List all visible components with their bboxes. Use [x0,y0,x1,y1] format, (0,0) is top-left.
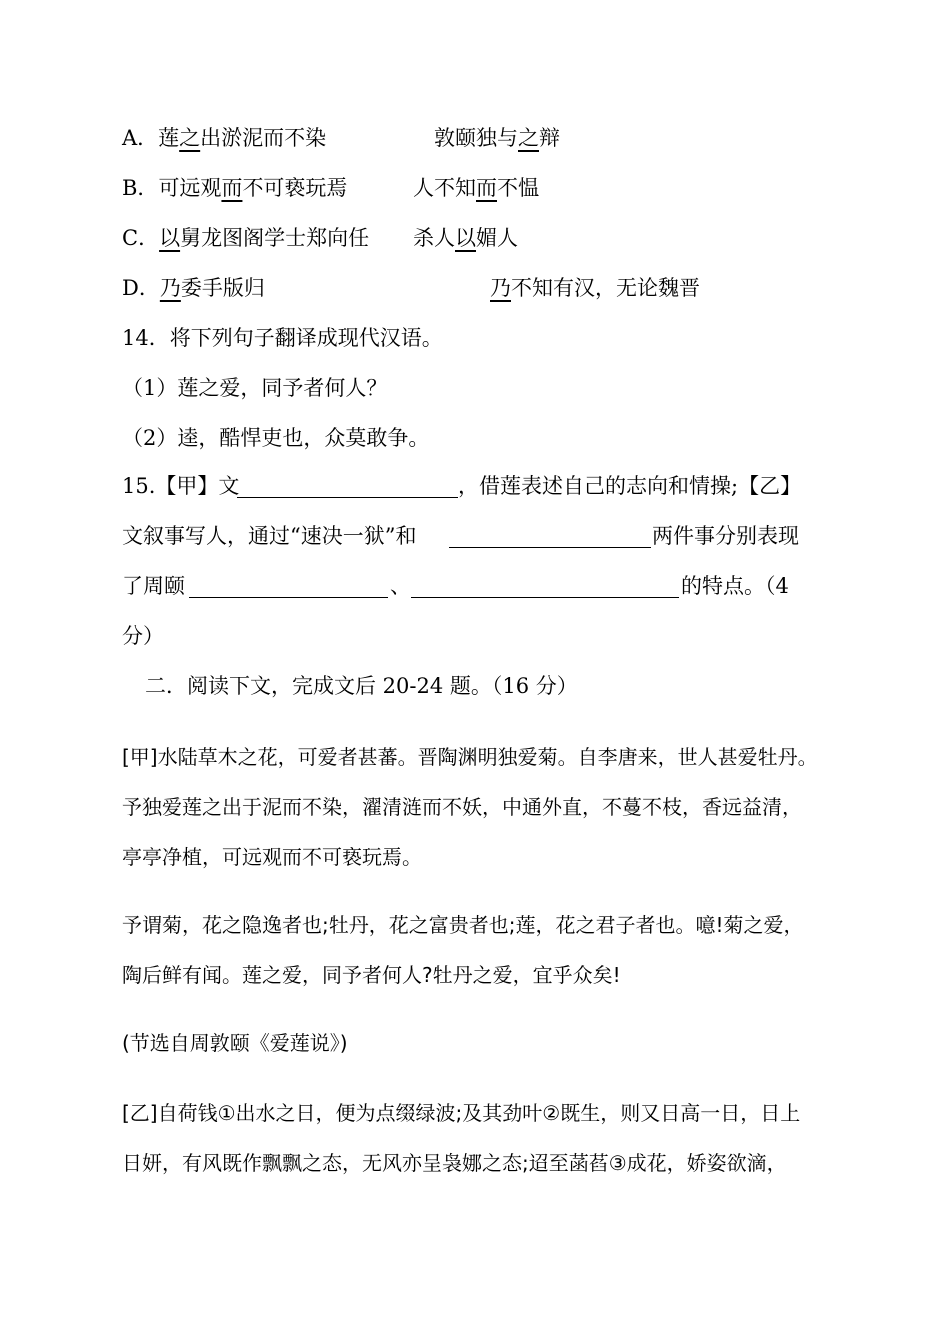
option-b-left [122,172,347,202]
question-15-text: 15.【甲】文 [122,474,240,498]
option-text: 舅龙图阁学士郑向任 [180,226,370,250]
question-14-sentence-2: （2）逵，酷悍吏也，众莫敢争。 [122,426,430,450]
question-15-text: 两件事分别表现 [652,524,799,548]
question-15-text: 、 [390,574,411,598]
option-d-left [122,272,265,302]
underlined-char: 乃 [490,276,511,300]
answer-blank[interactable] [449,547,651,548]
option-d-right [490,272,700,302]
passage-yi-line: 日妍，有风既作飘飘之态，无风亦呈袅娜之态;迢至菡萏③成花，娇姿欲滴， [122,1151,787,1175]
question-15-text: 的特点。（4 [681,574,789,598]
option-c-right [413,222,518,252]
question-15-text: 分） [122,624,164,648]
underlined-char: 之 [518,126,539,150]
passage-jia-line: 予独爱莲之出于泥而不染，濯清涟而不妖，中通外直，不蔓不枝，香远益清， [122,795,802,819]
answer-blank[interactable] [411,597,679,598]
option-label: D． [122,276,160,300]
option-a-right [434,122,560,152]
option-text: 不知有汉，无论魏晋 [511,276,700,300]
underlined-char: 以 [159,226,181,250]
option-c-left [122,222,369,252]
question-14-sentence-1: （1）莲之爱，同予者何人？ [122,376,388,400]
underlined-char: 而 [221,176,243,200]
passage-source: (节选自周敦颐《爱莲说》) [122,1031,348,1055]
question-15-text: 文叙事写人，通过“速决一狱”和 [122,524,417,548]
option-text: 莲 [158,126,180,150]
option-text: 媚人 [476,226,518,250]
option-text: 不愠 [497,176,539,200]
underlined-char: 之 [179,126,201,150]
question-14-stem: 14．将下列句子翻译成现代汉语。 [122,326,443,350]
passage-jia-line: 予谓菊，花之隐逸者也;牡丹，花之富贵者也;莲，花之君子者也。噫!菊之爱， [122,913,804,937]
option-text: 辩 [539,126,560,150]
option-b-right [413,172,539,202]
passage-jia-line: 亭亭净植，可远观而不可亵玩焉。 [122,845,422,869]
option-text: 人不知 [413,176,476,200]
option-text: 委手版归 [180,276,265,300]
question-15-text: 了周颐 [122,574,185,598]
option-text: 出淤泥而不染 [200,126,327,150]
option-text: 杀人 [413,226,455,250]
question-15-text: ，借莲表述自己的志向和情操;【乙】 [458,474,802,498]
option-text: 敦颐独与 [434,126,518,150]
option-text: 可远观 [158,176,222,200]
passage-jia-line: [甲]水陆草木之花，可爱者甚蕃。晋陶渊明独爱菊。自李唐来，世人甚爱牡丹。 [122,745,818,769]
underlined-char: 乃 [159,276,181,300]
underlined-char: 以 [455,226,476,250]
option-label: B． [122,176,159,200]
passage-yi-line: [乙]自荷钱①出水之日，便为点缀绿波;及其劲叶②既生，则又日高一日，日上 [122,1101,801,1125]
passage-jia-line: 陶后鲜有闻。莲之爱，同予者何人?牡丹之爱，宜乎众矣! [122,963,621,987]
section-heading: 二．阅读下文，完成文后 20-24 题。（16 分） [145,674,578,698]
answer-blank[interactable] [189,597,388,598]
option-label: C． [122,226,160,250]
option-label: A． [122,126,159,150]
underlined-char: 而 [476,176,497,200]
answer-blank[interactable] [237,497,458,498]
option-text: 不可亵玩焉 [242,176,348,200]
option-a-left [122,122,326,152]
